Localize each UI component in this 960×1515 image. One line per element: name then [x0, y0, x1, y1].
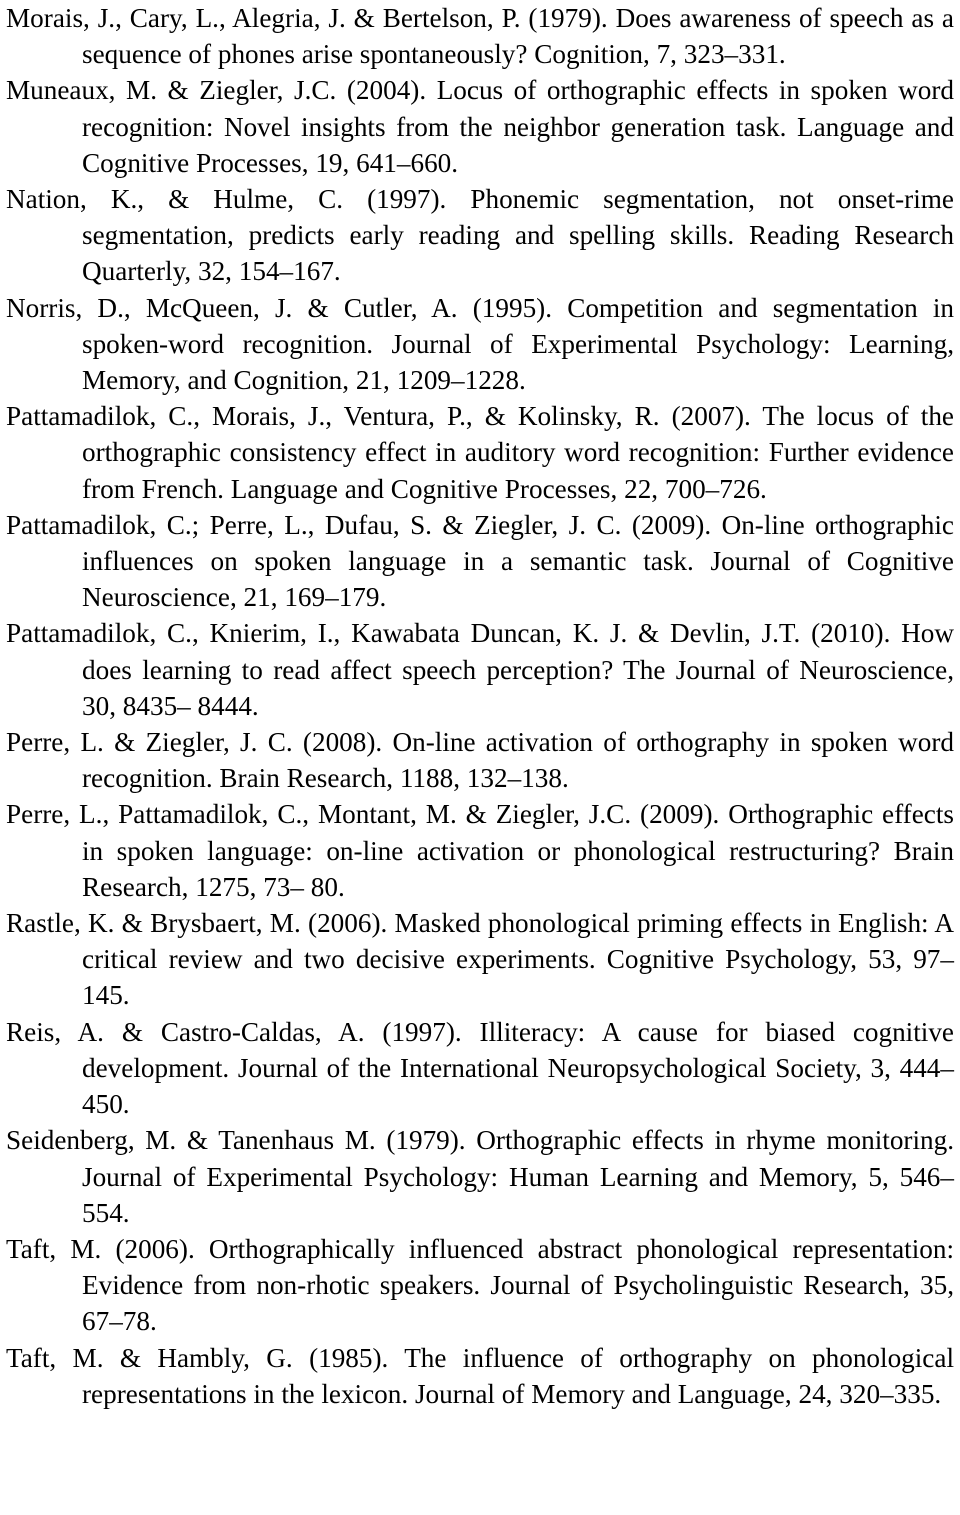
reference-entry-rastle-2006: Rastle, K. & Brysbaert, M. (2006). Masked phonological priming effects in English: A critical review and two decisive experiments. Cognitive Psychology, 53, 97–145. — [6, 908, 954, 1011]
reference-entry-taft-1985: Taft, M. & Hambly, G. (1985). The influence of orthography on phonological representations in the lexicon. Journal of Memory and Language, 24, 320–335. — [6, 1342, 954, 1409]
reference-entry-reis-1997: Reis, A. & Castro-Caldas, A. (1997). Illiteracy: A cause for biased cognitive development. Journal of the International Neuropsychological Society, 3, 444–450. — [6, 1016, 954, 1120]
reference-entry-pattamadilok-2009: Pattamadilok, C.; Perre, L., Dufau, S. & Ziegler, J. C. (2009). On-line orthographic influences on spoken language in a semantic task. Journal of Cognitive Neuroscience, 21, 169–179. — [6, 509, 954, 613]
reference-entry-nation-1997: Nation, K., & Hulme, C. (1997). Phonemic segmentation, not onset-rime segmentation, predicts early reading and spelling skills. Reading Research Quarterly, 32, 154–167. — [6, 184, 954, 287]
reference-entry-muneaux-2004: Muneaux, M. & Ziegler, J.C. (2004). Locus of orthographic effects in spoken word recognition: Novel insights from the neighbor generation task. Language and Cognitive Processes, 19, 641–660. — [6, 75, 954, 178]
reference-entry-perre-2009: Perre, L., Pattamadilok, C., Montant, M. & Ziegler, J.C. (2009). Orthographic effects in spoken language: on-line activation or phonological restructuring? Brain Research, 1275, 73– 80. — [6, 799, 954, 902]
reference-list — [6, 0, 954, 1412]
reference-entry-norris-1995: Norris, D., McQueen, J. & Cutler, A. (1995). Competition and segmentation in spoken-word recognition. Journal of Experimental Psychology: Learning, Memory, and Cognition, 21, 1209–1228. — [6, 292, 954, 396]
reference-entry-perre-2008: Perre, L. & Ziegler, J. C. (2008). On-line activation of orthography in spoken word recognition. Brain Research, 1188, 132–138. — [6, 727, 954, 794]
reference-entry-pattamadilok-2010: Pattamadilok, C., Knierim, I., Kawabata Duncan, K. J. & Devlin, J.T. (2010). How does learning to read affect speech perception? The Journal of Neuroscience, 30, 8435– 8444. — [6, 618, 954, 721]
reference-entry-pattamadilok-2007: Pattamadilok, C., Morais, J., Ventura, P., & Kolinsky, R. (2007). The locus of the orthographic consistency effect in auditory word recognition: Further evidence from French. Language and Cognitive Processes, 22, 700–726. — [6, 401, 954, 504]
reference-entry-morais-1979: Morais, J., Cary, L., Alegria, J. & Bertelson, P. (1979). Does awareness of speech as a sequence of phones arise spontaneously? Cognition, 7, 323–331. — [6, 3, 954, 70]
reference-entry-taft-2006: Taft, M. (2006). Orthographically influenced abstract phonological representation: Evidence from non-rhotic speakers. Journal of Psycholinguistic Research, 35, 67–78. — [6, 1233, 954, 1337]
reference-entry-seidenberg-1979: Seidenberg, M. & Tanenhaus M. (1979). Orthographic effects in rhyme monitoring. Journal of Experimental Psychology: Human Learning and Memory, 5, 546–554. — [6, 1125, 954, 1228]
